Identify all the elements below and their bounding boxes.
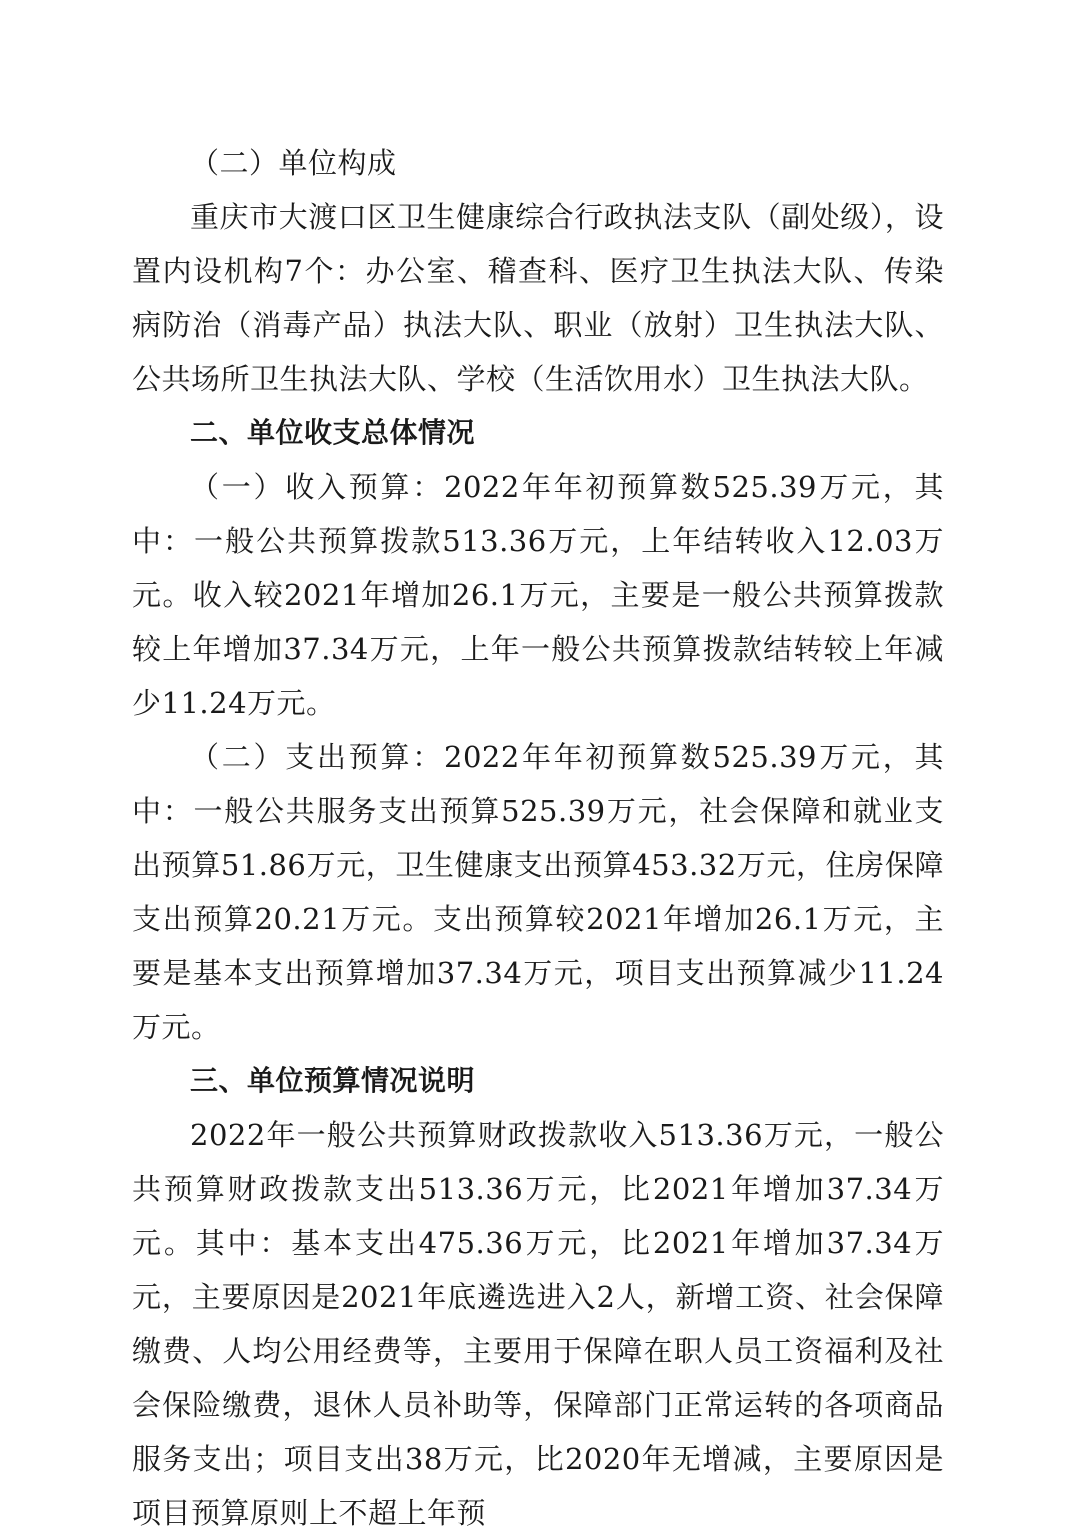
section-heading-income-expenditure: 二、单位收支总体情况 bbox=[190, 416, 476, 449]
section-heading-budget-explanation: 三、单位预算情况说明 bbox=[190, 1064, 476, 1097]
document-page bbox=[132, 136, 944, 1540]
paragraph-budget-explanation: 2022年一般公共预算财政拨款收入513.36万元，一般公共预算财政拨款支出513.36万元，比2021年增加37.34万元。其中：基本支出475.36万元，比2021年增加37.34万元，主要原因是2021年底遴选进入2人，新增工资、社会保障缴费、人均公用经费等，主要用于保障在职人员工资福利及社会保险缴费，退休人员补助等，保障部门正常运转的各项商品服务支出；项目支出38万元，比2020年无增减，主要原因是项目预算原则上不超上年预 bbox=[132, 1118, 944, 1530]
subheading-unit-composition: （二）单位构成 bbox=[190, 146, 397, 180]
paragraph-expenditure-budget: （二）支出预算：2022年年初预算数525.39万元，其中：一般公共服务支出预算525.39万元，社会保障和就业支出预算51.86万元，卫生健康支出预算453.32万元，住房保障支出预算20.21万元。支出预算较2021年增加26.1万元，主要是基本支出预算增加37.34万元，项目支出预算减少11.24万元。 bbox=[132, 740, 944, 1044]
paragraph-unit-composition: 重庆市大渡口区卫生健康综合行政执法支队（副处级），设置内设机构7个：办公室、稽查科、医疗卫生执法大队、传染病防治（消毒产品）执法大队、职业（放射）卫生执法大队、公共场所卫生执法大队、学校（生活饮用水）卫生执法大队。 bbox=[132, 200, 944, 396]
paragraph-income-budget: （一）收入预算：2022年年初预算数525.39万元，其中：一般公共预算拨款513.36万元，上年结转收入12.03万元。收入较2021年增加26.1万元，主要是一般公共预算拨款较上年增加37.34万元，上年一般公共预算拨款结转较上年减少11.24万元。 bbox=[132, 470, 944, 720]
